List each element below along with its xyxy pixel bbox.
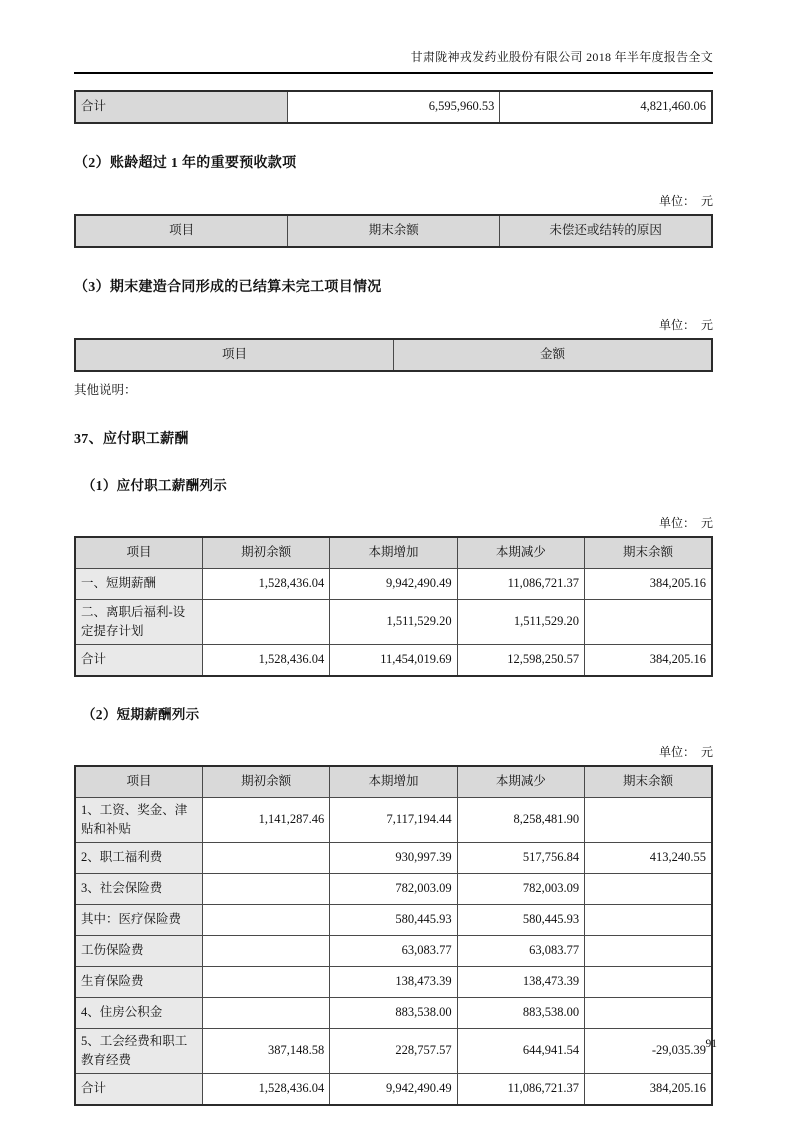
table-cell: [202, 843, 329, 874]
table-cell: 1,528,436.04: [202, 569, 329, 600]
table-cell: 63,083.77: [457, 936, 584, 967]
table-cell: 883,538.00: [457, 998, 584, 1029]
table-cell: [585, 600, 712, 645]
column-header: 期末余额: [288, 215, 500, 247]
row-label: 2、职工福利费: [75, 843, 202, 874]
table-cell: 384,205.16: [585, 569, 712, 600]
table-cell: 6,595,960.53: [288, 91, 500, 123]
table-cell: 9,942,490.49: [330, 569, 457, 600]
short-term-payroll-table: [74, 765, 713, 1106]
column-header: 项目: [75, 766, 202, 798]
table-header-row: [75, 339, 712, 371]
column-header: 期初余额: [202, 537, 329, 569]
unit-label: 单位： 元: [658, 745, 713, 759]
table-cell: 1,528,436.04: [202, 645, 329, 677]
table-cell: 580,445.93: [330, 905, 457, 936]
table-row: [75, 936, 712, 967]
column-header: 金额: [394, 339, 713, 371]
table-cell: 138,473.39: [330, 967, 457, 998]
column-header: 未偿还或结转的原因: [500, 215, 712, 247]
table-cell: 384,205.16: [585, 645, 712, 677]
table-cell: [585, 905, 712, 936]
table-cell: 8,258,481.90: [457, 798, 584, 843]
table-cell: [585, 874, 712, 905]
row-label: 5、工会经费和职工教育经费: [75, 1029, 202, 1074]
column-header: 本期减少: [457, 766, 584, 798]
row-label: 合计: [75, 645, 202, 677]
column-header: 本期减少: [457, 537, 584, 569]
column-header: 期初余额: [202, 766, 329, 798]
table-header-row: [75, 537, 712, 569]
column-header: 期末余额: [585, 537, 712, 569]
table-cell: 12,598,250.57: [457, 645, 584, 677]
table-cell: 580,445.93: [457, 905, 584, 936]
section-title-payroll: 37、应付职工薪酬: [74, 432, 189, 447]
row-label: 生育保险费: [75, 967, 202, 998]
prepayments-table: [74, 214, 713, 248]
table-cell: [585, 967, 712, 998]
table-cell: 782,003.09: [330, 874, 457, 905]
column-header: 本期增加: [330, 766, 457, 798]
table-cell: 9,942,490.49: [330, 1074, 457, 1106]
unit-label: 单位： 元: [658, 318, 713, 332]
table-row: [75, 1074, 712, 1106]
table-cell: 11,086,721.37: [457, 569, 584, 600]
table-row: [75, 874, 712, 905]
table-cell: [202, 998, 329, 1029]
table-cell: 138,473.39: [457, 967, 584, 998]
table-cell: 413,240.55: [585, 843, 712, 874]
table-cell: [202, 936, 329, 967]
table-row: [75, 91, 712, 123]
table-cell: 1,141,287.46: [202, 798, 329, 843]
column-header: 项目: [75, 215, 288, 247]
row-label: 1、工资、奖金、津贴和补贴: [75, 798, 202, 843]
page-number: 91: [705, 1038, 717, 1050]
table-cell: [202, 874, 329, 905]
row-label: 3、社会保险费: [75, 874, 202, 905]
table-row: [75, 1029, 712, 1074]
table-cell: [202, 905, 329, 936]
row-label: 二、离职后福利-设定提存计划: [75, 600, 202, 645]
unit-label: 单位： 元: [658, 194, 713, 208]
column-header: 项目: [75, 339, 394, 371]
row-label: 合计: [75, 1074, 202, 1106]
table-cell: 644,941.54: [457, 1029, 584, 1074]
table-header-row: [75, 215, 712, 247]
table-cell: 782,003.09: [457, 874, 584, 905]
table-cell: 7,117,194.44: [330, 798, 457, 843]
table-cell: [202, 600, 329, 645]
table-cell: [585, 936, 712, 967]
table-header-row: [75, 766, 712, 798]
table-row: [75, 905, 712, 936]
table-row: [75, 645, 712, 677]
table-row: [75, 843, 712, 874]
table-cell: [202, 967, 329, 998]
row-label: 其中：医疗保险费: [75, 905, 202, 936]
payroll-summary-table: [74, 536, 713, 677]
other-notes-label: 其他说明：: [74, 383, 137, 397]
table-cell: 1,511,529.20: [330, 600, 457, 645]
row-label: 工伤保险费: [75, 936, 202, 967]
table-cell: 1,511,529.20: [457, 600, 584, 645]
section-title-construction: （3）期末建造合同形成的已结算未完工项目情况: [74, 280, 382, 295]
table-cell: 1,528,436.04: [202, 1074, 329, 1106]
table-cell: 63,083.77: [330, 936, 457, 967]
table-row: [75, 967, 712, 998]
subsection-title-short-term: （2）短期薪酬列示: [82, 707, 200, 722]
column-header: 项目: [75, 537, 202, 569]
table-cell: [585, 998, 712, 1029]
construction-table: [74, 338, 713, 372]
row-label: 一、短期薪酬: [75, 569, 202, 600]
table-cell: 883,538.00: [330, 998, 457, 1029]
page-header-title: 甘肃陇神戎发药业股份有限公司 2018 年半年度报告全文: [410, 50, 713, 64]
table-cell: 合计: [75, 91, 288, 123]
header-divider: [74, 72, 713, 74]
table-cell: 384,205.16: [585, 1074, 712, 1106]
table-cell: 4,821,460.06: [500, 91, 712, 123]
row-label: 4、住房公积金: [75, 998, 202, 1029]
table-cell: 517,756.84: [457, 843, 584, 874]
table-row: [75, 569, 712, 600]
unit-label: 单位： 元: [658, 516, 713, 530]
subsection-title-payroll-listing: （1）应付职工薪酬列示: [82, 478, 228, 493]
table-cell: -29,035.39: [585, 1029, 712, 1074]
section-title-prepayments: （2）账龄超过 1 年的重要预收款项: [74, 156, 297, 171]
table-row: [75, 998, 712, 1029]
totals-table: [74, 90, 713, 124]
table-row: [75, 798, 712, 843]
table-cell: [585, 798, 712, 843]
table-cell: 11,454,019.69: [330, 645, 457, 677]
table-cell: 11,086,721.37: [457, 1074, 584, 1106]
column-header: 本期增加: [330, 537, 457, 569]
column-header: 期末余额: [585, 766, 712, 798]
table-row: [75, 600, 712, 645]
table-cell: 387,148.58: [202, 1029, 329, 1074]
table-cell: 228,757.57: [330, 1029, 457, 1074]
table-cell: 930,997.39: [330, 843, 457, 874]
